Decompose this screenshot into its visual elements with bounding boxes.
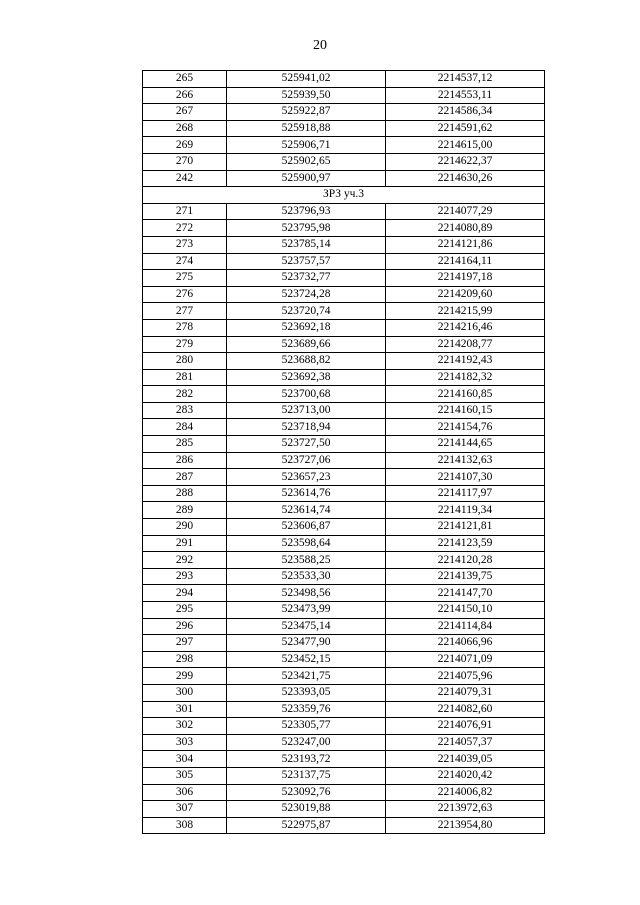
x-coordinate-cell: 523614,76 <box>227 485 386 502</box>
y-coordinate-cell: 2214071,09 <box>386 651 545 668</box>
y-coordinate-cell: 2214209,60 <box>386 286 545 303</box>
y-coordinate-cell: 2214123,59 <box>386 535 545 552</box>
x-coordinate-cell: 525918,88 <box>227 120 386 137</box>
y-coordinate-cell: 2214164,11 <box>386 253 545 270</box>
point-number-cell: 286 <box>143 452 227 469</box>
y-coordinate-cell: 2213972,63 <box>386 801 545 818</box>
x-coordinate-cell: 523689,66 <box>227 336 386 353</box>
x-coordinate-cell: 523473,99 <box>227 602 386 619</box>
table-row <box>143 336 545 353</box>
y-coordinate-cell: 2214160,85 <box>386 386 545 403</box>
table-row <box>143 236 545 253</box>
y-coordinate-cell: 2214121,81 <box>386 519 545 536</box>
y-coordinate-cell: 2214117,97 <box>386 485 545 502</box>
point-number-cell: 302 <box>143 718 227 735</box>
x-coordinate-cell: 523713,00 <box>227 402 386 419</box>
x-coordinate-cell: 523795,98 <box>227 220 386 237</box>
y-coordinate-cell: 2214006,82 <box>386 784 545 801</box>
table-row <box>143 402 545 419</box>
table-row <box>143 319 545 336</box>
y-coordinate-cell: 2214154,76 <box>386 419 545 436</box>
point-number-cell: 291 <box>143 535 227 552</box>
y-coordinate-cell: 2214144,65 <box>386 436 545 453</box>
x-coordinate-cell: 523785,14 <box>227 236 386 253</box>
table-row <box>143 170 545 187</box>
y-coordinate-cell: 2214208,77 <box>386 336 545 353</box>
y-coordinate-cell: 2214057,37 <box>386 734 545 751</box>
point-number-cell: 287 <box>143 469 227 486</box>
table-row <box>143 651 545 668</box>
table-row <box>143 220 545 237</box>
table-row <box>143 120 545 137</box>
table-row <box>143 602 545 619</box>
x-coordinate-cell: 523305,77 <box>227 718 386 735</box>
table-row <box>143 469 545 486</box>
table-row <box>143 71 545 88</box>
x-coordinate-cell: 523700,68 <box>227 386 386 403</box>
x-coordinate-cell: 523137,75 <box>227 767 386 784</box>
y-coordinate-cell: 2214132,63 <box>386 452 545 469</box>
x-coordinate-cell: 523718,94 <box>227 419 386 436</box>
table-row <box>143 552 545 569</box>
table-row <box>143 153 545 170</box>
point-number-cell: 283 <box>143 402 227 419</box>
point-number-cell: 284 <box>143 419 227 436</box>
point-number-cell: 266 <box>143 87 227 104</box>
section-header-row <box>143 187 545 204</box>
point-number-cell: 303 <box>143 734 227 751</box>
x-coordinate-cell: 525906,71 <box>227 137 386 154</box>
y-coordinate-cell: 2214586,34 <box>386 104 545 121</box>
point-number-cell: 242 <box>143 170 227 187</box>
table-row <box>143 519 545 536</box>
x-coordinate-cell: 523732,77 <box>227 270 386 287</box>
point-number-cell: 265 <box>143 71 227 88</box>
x-coordinate-cell: 523421,75 <box>227 668 386 685</box>
table-row <box>143 353 545 370</box>
x-coordinate-cell: 523588,25 <box>227 552 386 569</box>
table-row <box>143 386 545 403</box>
x-coordinate-cell: 522975,87 <box>227 817 386 834</box>
page-number: 20 <box>313 38 327 53</box>
x-coordinate-cell: 523614,74 <box>227 502 386 519</box>
y-coordinate-cell: 2214119,34 <box>386 502 545 519</box>
y-coordinate-cell: 2214553,11 <box>386 87 545 104</box>
table-row <box>143 784 545 801</box>
table-row <box>143 684 545 701</box>
point-number-cell: 281 <box>143 369 227 386</box>
y-coordinate-cell: 2214121,86 <box>386 236 545 253</box>
coordinates-table <box>142 70 545 834</box>
table-row <box>143 817 545 834</box>
x-coordinate-cell: 525941,02 <box>227 71 386 88</box>
point-number-cell: 292 <box>143 552 227 569</box>
x-coordinate-cell: 523727,50 <box>227 436 386 453</box>
x-coordinate-cell: 523688,82 <box>227 353 386 370</box>
y-coordinate-cell: 2214197,18 <box>386 270 545 287</box>
table-row <box>143 452 545 469</box>
y-coordinate-cell: 2214079,31 <box>386 684 545 701</box>
x-coordinate-cell: 525922,87 <box>227 104 386 121</box>
point-number-cell: 304 <box>143 751 227 768</box>
y-coordinate-cell: 2214591,62 <box>386 120 545 137</box>
x-coordinate-cell: 525902,65 <box>227 153 386 170</box>
y-coordinate-cell: 2214120,28 <box>386 552 545 569</box>
table-row <box>143 585 545 602</box>
x-coordinate-cell: 523533,30 <box>227 568 386 585</box>
point-number-cell: 272 <box>143 220 227 237</box>
table-row <box>143 203 545 220</box>
point-number-cell: 285 <box>143 436 227 453</box>
point-number-cell: 274 <box>143 253 227 270</box>
point-number-cell: 293 <box>143 568 227 585</box>
point-number-cell: 273 <box>143 236 227 253</box>
table-row <box>143 502 545 519</box>
section-title: ЗРЗ уч.3 <box>143 187 545 204</box>
table-row <box>143 734 545 751</box>
x-coordinate-cell: 523598,64 <box>227 535 386 552</box>
table-row <box>143 286 545 303</box>
coordinates-table-body <box>143 71 545 834</box>
y-coordinate-cell: 2214082,60 <box>386 701 545 718</box>
y-coordinate-cell: 2214615,00 <box>386 137 545 154</box>
point-number-cell: 298 <box>143 651 227 668</box>
y-coordinate-cell: 2214160,15 <box>386 402 545 419</box>
y-coordinate-cell: 2214150,10 <box>386 602 545 619</box>
x-coordinate-cell: 523498,56 <box>227 585 386 602</box>
x-coordinate-cell: 523657,23 <box>227 469 386 486</box>
x-coordinate-cell: 523692,18 <box>227 319 386 336</box>
table-row <box>143 303 545 320</box>
table-row <box>143 801 545 818</box>
y-coordinate-cell: 2214139,75 <box>386 568 545 585</box>
table-row <box>143 436 545 453</box>
y-coordinate-cell: 2213954,80 <box>386 817 545 834</box>
y-coordinate-cell: 2214537,12 <box>386 71 545 88</box>
point-number-cell: 299 <box>143 668 227 685</box>
x-coordinate-cell: 523796,93 <box>227 203 386 220</box>
point-number-cell: 290 <box>143 519 227 536</box>
point-number-cell: 270 <box>143 153 227 170</box>
table-row <box>143 253 545 270</box>
y-coordinate-cell: 2214216,46 <box>386 319 545 336</box>
x-coordinate-cell: 523720,74 <box>227 303 386 320</box>
x-coordinate-cell: 523724,28 <box>227 286 386 303</box>
x-coordinate-cell: 523727,06 <box>227 452 386 469</box>
table-row <box>143 270 545 287</box>
point-number-cell: 269 <box>143 137 227 154</box>
point-number-cell: 305 <box>143 767 227 784</box>
table-row <box>143 718 545 735</box>
x-coordinate-cell: 523475,14 <box>227 618 386 635</box>
table-row <box>143 87 545 104</box>
table-row <box>143 701 545 718</box>
point-number-cell: 279 <box>143 336 227 353</box>
x-coordinate-cell: 523193,72 <box>227 751 386 768</box>
point-number-cell: 277 <box>143 303 227 320</box>
point-number-cell: 289 <box>143 502 227 519</box>
point-number-cell: 271 <box>143 203 227 220</box>
table-row <box>143 618 545 635</box>
y-coordinate-cell: 2214075,96 <box>386 668 545 685</box>
x-coordinate-cell: 523606,87 <box>227 519 386 536</box>
point-number-cell: 294 <box>143 585 227 602</box>
table-row <box>143 751 545 768</box>
x-coordinate-cell: 523092,76 <box>227 784 386 801</box>
y-coordinate-cell: 2214107,30 <box>386 469 545 486</box>
x-coordinate-cell: 525900,97 <box>227 170 386 187</box>
table-row <box>143 419 545 436</box>
point-number-cell: 295 <box>143 602 227 619</box>
point-number-cell: 268 <box>143 120 227 137</box>
y-coordinate-cell: 2214020,42 <box>386 767 545 784</box>
y-coordinate-cell: 2214114,84 <box>386 618 545 635</box>
table-row <box>143 485 545 502</box>
x-coordinate-cell: 523757,57 <box>227 253 386 270</box>
y-coordinate-cell: 2214080,89 <box>386 220 545 237</box>
x-coordinate-cell: 523359,76 <box>227 701 386 718</box>
y-coordinate-cell: 2214077,29 <box>386 203 545 220</box>
point-number-cell: 307 <box>143 801 227 818</box>
table-row <box>143 535 545 552</box>
point-number-cell: 300 <box>143 684 227 701</box>
x-coordinate-cell: 523477,90 <box>227 635 386 652</box>
y-coordinate-cell: 2214039,05 <box>386 751 545 768</box>
point-number-cell: 278 <box>143 319 227 336</box>
y-coordinate-cell: 2214182,32 <box>386 369 545 386</box>
point-number-cell: 276 <box>143 286 227 303</box>
point-number-cell: 267 <box>143 104 227 121</box>
x-coordinate-cell: 523247,00 <box>227 734 386 751</box>
point-number-cell: 306 <box>143 784 227 801</box>
y-coordinate-cell: 2214215,99 <box>386 303 545 320</box>
point-number-cell: 280 <box>143 353 227 370</box>
table-row <box>143 635 545 652</box>
point-number-cell: 308 <box>143 817 227 834</box>
point-number-cell: 275 <box>143 270 227 287</box>
y-coordinate-cell: 2214192,43 <box>386 353 545 370</box>
point-number-cell: 301 <box>143 701 227 718</box>
point-number-cell: 282 <box>143 386 227 403</box>
point-number-cell: 288 <box>143 485 227 502</box>
y-coordinate-cell: 2214076,91 <box>386 718 545 735</box>
y-coordinate-cell: 2214630,26 <box>386 170 545 187</box>
x-coordinate-cell: 523692,38 <box>227 369 386 386</box>
x-coordinate-cell: 523452,15 <box>227 651 386 668</box>
table-row <box>143 568 545 585</box>
point-number-cell: 296 <box>143 618 227 635</box>
x-coordinate-cell: 523019,88 <box>227 801 386 818</box>
x-coordinate-cell: 523393,05 <box>227 684 386 701</box>
y-coordinate-cell: 2214147,70 <box>386 585 545 602</box>
table-row <box>143 137 545 154</box>
point-number-cell: 297 <box>143 635 227 652</box>
table-row <box>143 369 545 386</box>
y-coordinate-cell: 2214066,96 <box>386 635 545 652</box>
x-coordinate-cell: 525939,50 <box>227 87 386 104</box>
table-row <box>143 104 545 121</box>
table-row <box>143 767 545 784</box>
y-coordinate-cell: 2214622,37 <box>386 153 545 170</box>
table-row <box>143 668 545 685</box>
